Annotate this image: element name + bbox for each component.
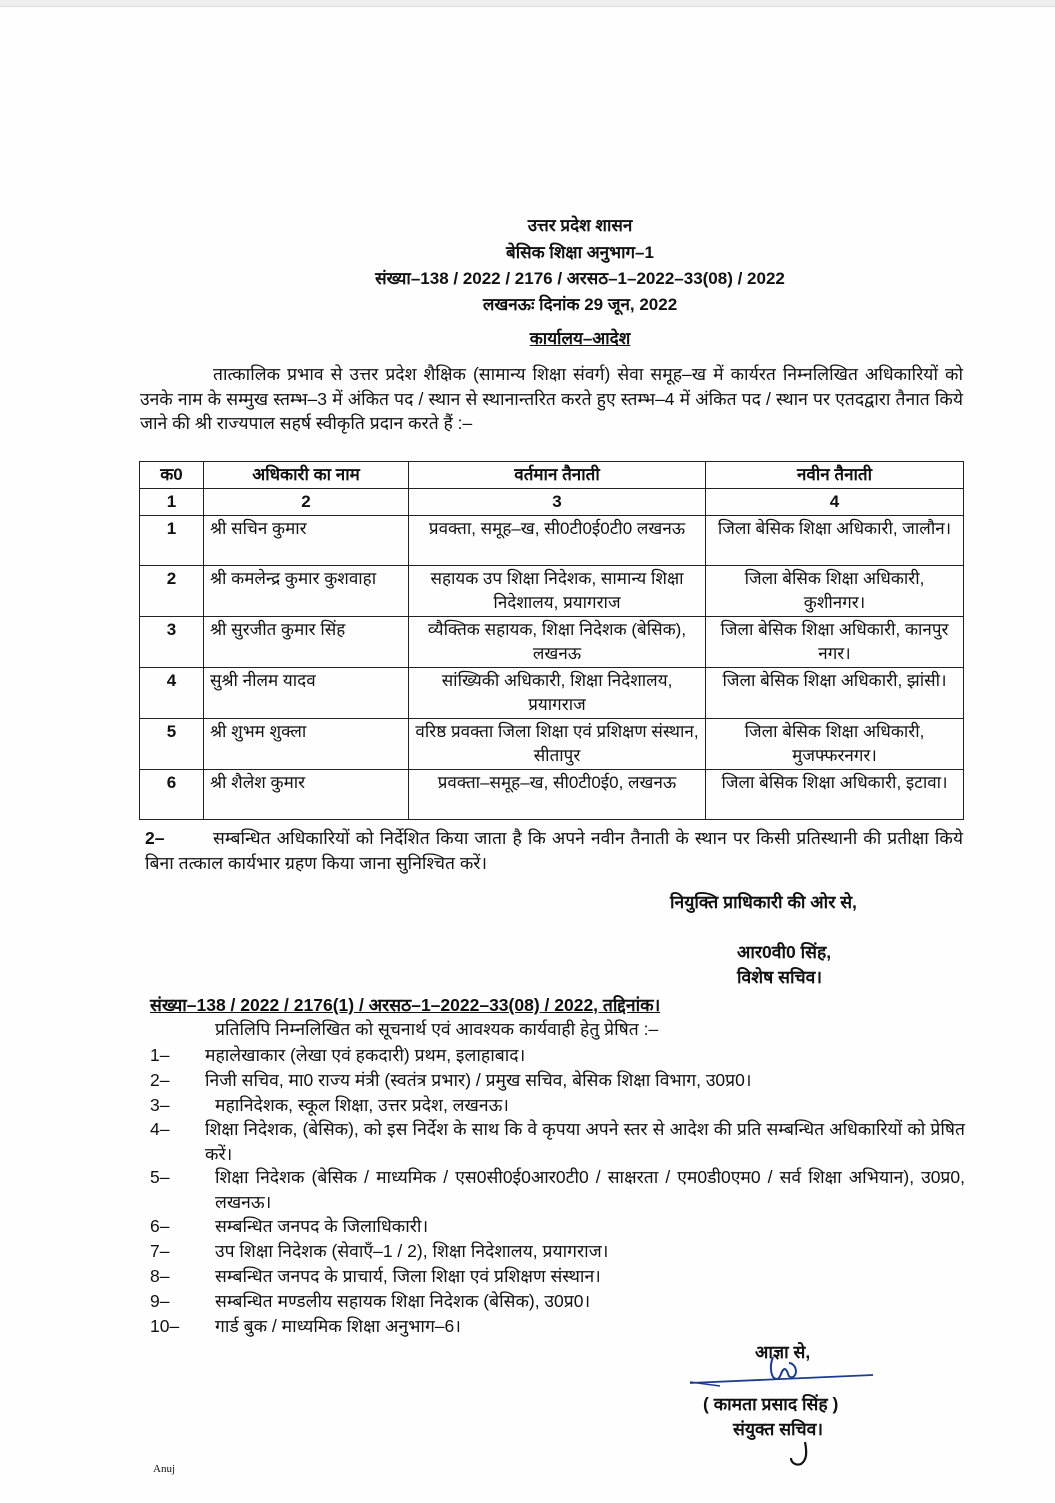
current-posting: वरिष्ठ प्रवक्ता जिला शिक्षा एवं प्रशिक्षण संस्थान, सीतापुर [409,719,706,770]
list-number: 5– [150,1167,170,1187]
list-number: 7– [150,1241,170,1261]
list-number: 4– [150,1119,170,1139]
place-date: लखनऊः दिनांक 29 जून, 2022 [482,295,678,314]
copy-list-item [150,1214,965,1239]
serial-number: 5 [140,719,204,770]
order-title [300,326,860,349]
table-row [140,719,964,770]
header-new-posting: नवीन तैनाती [706,462,964,489]
new-posting: जिला बेसिक शिक्षा अधिकारी, कुशीनगर। [706,566,964,617]
current-posting: प्रवक्ता, समूह–ख, सी0टी0ई0टी0 लखनऊ [409,516,706,566]
copy-list-item [150,1239,965,1264]
list-text: सम्बन्धित मण्डलीय सहायक शिक्षा निदेशक (बेसिक), उ0प्र0। [215,1291,591,1311]
serial-number: 3 [140,617,204,668]
copy-list-item [150,1068,965,1093]
list-text: सम्बन्धित जनपद के प्राचार्य, जिला शिक्षा एवं प्रशिक्षण संस्थान। [215,1266,601,1286]
list-text: शिक्षा निदेशक, (बेसिक), को इस निर्देश के साथ कि वे कृपया अपने स्तर से आदेश की प्रति सम्बन्धित अधिकारियों को प्रेषित करें। [205,1119,965,1164]
serial-number: 6 [140,770,204,820]
footer-initials: Anuj [153,1463,175,1475]
signature-icon [685,1345,875,1395]
column-number-row [140,489,964,516]
list-number: 1– [150,1045,170,1065]
list-number: 3– [150,1095,170,1115]
serial-number: 1 [140,516,204,566]
column-number: 2 [204,489,409,516]
new-posting: जिला बेसिक शिक्षा अधिकारी, झांसी। [706,668,964,719]
header-current-posting: वर्तमान तैनाती [409,462,706,489]
on-behalf-of: नियुक्ति प्राधिकारी की ओर से, [670,892,857,912]
current-posting: सहायक उप शिक्षा निदेशक, सामान्य शिक्षा निदेशालय, प्रयागराज [409,566,706,617]
list-text: महानिदेशक, स्कूल शिक्षा, उत्तर प्रदेश, लखनऊ। [215,1095,509,1115]
paragraph-2-text: सम्बन्धित अधिकारियों को निर्देशित किया जाता है कि अपने नवीन तैनाती के स्थान पर किसी प्रतिस्थानी की प्रतीक्षा किये बिना तत्काल कार्यभार ग्रहण किया जाना सुनिश्चित करें। [145,828,963,873]
serial-number: 4 [140,668,204,719]
table-row [140,617,964,668]
table-row [140,668,964,719]
officer-name: श्री सचिन कुमार [204,516,409,566]
officer-name: श्री शैलेश कुमार [204,770,409,820]
officer-name: श्री सुरजीत कुमार सिंह [204,617,409,668]
list-number: 10– [150,1316,180,1336]
list-text: गार्ड बुक / माध्यमिक शिक्षा अनुभाग–6। [215,1316,461,1336]
signatory-1-designation: विशेष सचिव। [737,967,822,987]
table-header-row [140,462,964,489]
header-officer-name: अधिकारी का नाम [204,462,409,489]
section-title: बेसिक शिक्षा अनुभाग–1 [506,243,654,262]
list-text: उप शिक्षा निदेशक (सेवाएँ–1 / 2), शिक्षा निदेशालय, प्रयागराज। [215,1241,609,1261]
list-number: 2– [150,1070,170,1090]
table-row [140,516,964,566]
current-posting: व्यैक्तिक सहायक, शिक्षा निदेशक (बेसिक), लखनऊ [409,617,706,668]
list-number: 8– [150,1266,170,1286]
list-text: शिक्षा निदेशक (बेसिक / माध्यमिक / एस0सी0ई0आर0टी0 / साक्षरता / एम0डी0एम0 / सर्व शिक्षा अभियान), उ0प्र0, लखनऊ। [215,1167,965,1212]
column-number: 1 [140,489,204,516]
copy-list-item [150,1093,965,1118]
list-text: महालेखाकार (लेखा एवं हकदारी) प्रथम, इलाहाबाद। [205,1045,526,1065]
officer-name: श्री शुभम शुक्ला [204,719,409,770]
intro-paragraph: तात्कालिक प्रभाव से उत्तर प्रदेश शैक्षिक (सामान्य शिक्षा संवर्ग) सेवा समूह–ख में कार्यरत निम्नलिखित अधिकारियों को उनके नाम के सम्मुख स्तम्भ–3 में अंकित पद / स्थान से स्थानान्तरित करते हुए स्तम्भ–4 में अंकित पद / स्थान पर एतदद्वारा तैनात किये जाने की श्री राज्यपाल सहर्ष स्वीकृति प्रदान करते हैं :– [140,364,963,433]
column-number: 3 [409,489,706,516]
officer-name: सुश्री नीलम यादव [204,668,409,719]
new-posting: जिला बेसिक शिक्षा अधिकारी, कानपुर नगर। [706,617,964,668]
current-posting: प्रवक्ता–समूह–ख, सी0टी0ई0, लखनऊ [409,770,706,820]
copy-list-item [150,1264,965,1289]
serial-number: 2 [140,566,204,617]
paragraph-2 [145,826,963,875]
copy-intro: प्रतिलिपि निम्नलिखित को सूचनार्थ एवं आवश्यक कार्यवाही हेतु प्रेषित :– [215,1019,659,1039]
column-number: 4 [706,489,964,516]
govt-title: उत्तर प्रदेश शासन [527,216,633,235]
list-text: निजी सचिव, मा0 राज्य मंत्री (स्वतंत्र प्रभार) / प्रमुख सचिव, बेसिक शिक्षा विभाग, उ0प्र0। [205,1070,752,1090]
current-posting: सांख्यिकी अधिकारी, शिक्षा निदेशालय, प्रयागराज [409,668,706,719]
viewer-top-bar [0,0,1055,7]
copy-list-item [150,1165,965,1215]
table-row [140,770,964,820]
new-posting: जिला बेसिक शिक्षा अधिकारी, मुजफ्फरनगर। [706,719,964,770]
paragraph-2-number: 2– [145,828,165,848]
signatory-1-name: आर0वी0 सिंह, [737,942,832,962]
copy-list-item [150,1314,965,1339]
table-row [140,566,964,617]
transfer-table [139,461,964,820]
copy-list-item [150,1043,965,1068]
copy-list-item [150,1117,965,1167]
order-title-text: कार्यालय–आदेश [529,329,631,348]
new-posting: जिला बेसिक शिक्षा अधिकारी, जालौन। [706,516,964,566]
list-number: 9– [150,1291,170,1311]
officer-name: श्री कमलेन्द्र कुमार कुशवाहा [204,566,409,617]
new-posting: जिला बेसिक शिक्षा अधिकारी, इटावा। [706,770,964,820]
initial-mark-icon [785,1440,815,1470]
reference-number: संख्या–138 / 2022 / 2176 / अरसठ–1–2022–33(08) / 2022 [375,269,785,288]
list-number: 6– [150,1216,170,1236]
signatory-2-name: ( कामता प्रसाद सिंह ) [703,1394,839,1414]
copy-reference-number: संख्या–138 / 2022 / 2176(1) / अरसठ–1–2022–33(08) / 2022, तद्दिनांक। [150,995,661,1015]
header-serial: क0 [140,462,204,489]
list-text: सम्बन्धित जनपद के जिलाधिकारी। [215,1216,429,1236]
by-order: आज्ञा से, [755,1342,811,1362]
signatory-2-designation: संयुक्त सचिव। [733,1419,824,1439]
copy-list-item [150,1289,965,1314]
